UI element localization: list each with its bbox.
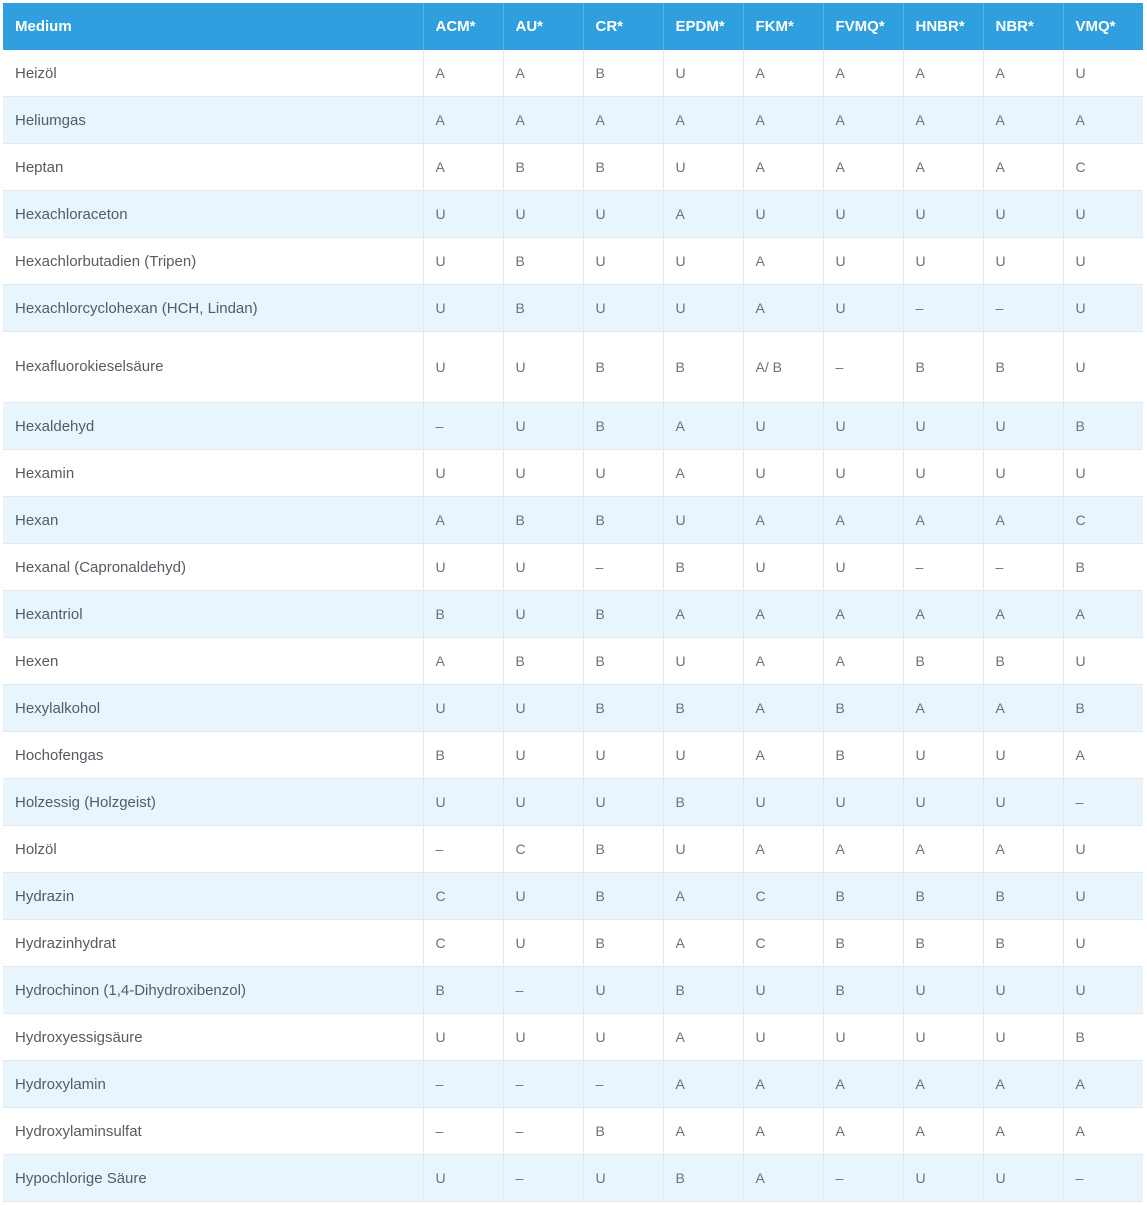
- rating-cell: B: [503, 238, 583, 285]
- rating-cell: U: [503, 779, 583, 826]
- rating-cell: B: [983, 873, 1063, 920]
- medium-name-cell: Heizöl: [3, 50, 423, 97]
- rating-cell: U: [983, 732, 1063, 779]
- table-row: [3, 685, 1143, 732]
- rating-cell: U: [503, 685, 583, 732]
- header-vmq: VMQ*: [1063, 3, 1143, 50]
- rating-cell: C: [743, 920, 823, 967]
- rating-cell: U: [423, 285, 503, 332]
- rating-cell: A: [743, 591, 823, 638]
- rating-cell: U: [423, 779, 503, 826]
- rating-cell: A: [983, 497, 1063, 544]
- rating-cell: U: [903, 779, 983, 826]
- rating-cell: A: [1063, 591, 1143, 638]
- rating-cell: A: [663, 403, 743, 450]
- rating-cell: U: [423, 1155, 503, 1202]
- rating-cell: –: [423, 403, 503, 450]
- rating-cell: U: [903, 191, 983, 238]
- rating-cell: U: [423, 685, 503, 732]
- rating-cell: U: [503, 591, 583, 638]
- rating-cell: –: [423, 826, 503, 873]
- rating-cell: U: [583, 1014, 663, 1061]
- rating-cell: U: [903, 967, 983, 1014]
- rating-cell: B: [423, 732, 503, 779]
- rating-cell: C: [743, 873, 823, 920]
- rating-cell: A: [743, 685, 823, 732]
- rating-cell: U: [503, 873, 583, 920]
- rating-cell: U: [823, 191, 903, 238]
- rating-cell: U: [503, 191, 583, 238]
- rating-cell: B: [663, 779, 743, 826]
- rating-cell: B: [1063, 544, 1143, 591]
- header-medium: Medium: [3, 3, 423, 50]
- rating-cell: A: [663, 450, 743, 497]
- rating-cell: U: [983, 779, 1063, 826]
- rating-cell: B: [903, 873, 983, 920]
- rating-cell: A: [983, 50, 1063, 97]
- rating-cell: A: [743, 97, 823, 144]
- rating-cell: C: [423, 920, 503, 967]
- rating-cell: B: [503, 638, 583, 685]
- rating-cell: U: [423, 450, 503, 497]
- rating-cell: A: [663, 97, 743, 144]
- rating-cell: A: [983, 591, 1063, 638]
- rating-cell: U: [903, 732, 983, 779]
- rating-cell: U: [903, 450, 983, 497]
- table-row: [3, 544, 1143, 591]
- medium-name-cell: Hydroxylamin: [3, 1061, 423, 1108]
- rating-cell: A: [903, 1061, 983, 1108]
- medium-name-cell: Hexaldehyd: [3, 403, 423, 450]
- table-row: [3, 97, 1143, 144]
- rating-cell: U: [983, 403, 1063, 450]
- rating-cell: A: [983, 826, 1063, 873]
- rating-cell: U: [583, 1155, 663, 1202]
- rating-cell: A: [983, 685, 1063, 732]
- header-fvmq: FVMQ*: [823, 3, 903, 50]
- table-row: [3, 967, 1143, 1014]
- table-row: [3, 591, 1143, 638]
- rating-cell: U: [583, 450, 663, 497]
- rating-cell: A: [903, 97, 983, 144]
- rating-cell: A: [823, 497, 903, 544]
- rating-cell: U: [823, 285, 903, 332]
- medium-name-cell: Hexachlorbutadien (Tripen): [3, 238, 423, 285]
- rating-cell: U: [663, 732, 743, 779]
- rating-cell: U: [743, 450, 823, 497]
- rating-cell: U: [1063, 191, 1143, 238]
- rating-cell: B: [823, 873, 903, 920]
- rating-cell: A: [983, 144, 1063, 191]
- rating-cell: B: [823, 967, 903, 1014]
- rating-cell: B: [903, 638, 983, 685]
- rating-cell: U: [503, 332, 583, 403]
- rating-cell: U: [583, 191, 663, 238]
- rating-cell: B: [503, 497, 583, 544]
- rating-cell: –: [983, 544, 1063, 591]
- header-hnbr: HNBR*: [903, 3, 983, 50]
- rating-cell: B: [583, 920, 663, 967]
- medium-name-cell: Holzöl: [3, 826, 423, 873]
- rating-cell: A: [903, 497, 983, 544]
- header-epdm: EPDM*: [663, 3, 743, 50]
- header-cr: CR*: [583, 3, 663, 50]
- medium-name-cell: Holzessig (Holzgeist): [3, 779, 423, 826]
- rating-cell: –: [903, 544, 983, 591]
- rating-cell: U: [663, 285, 743, 332]
- rating-cell: A: [743, 1155, 823, 1202]
- rating-cell: U: [983, 1155, 1063, 1202]
- rating-cell: A: [423, 50, 503, 97]
- rating-cell: U: [1063, 967, 1143, 1014]
- table-row: [3, 144, 1143, 191]
- rating-cell: A: [823, 638, 903, 685]
- table-row: [3, 403, 1143, 450]
- table-row: [3, 873, 1143, 920]
- rating-cell: U: [583, 238, 663, 285]
- rating-cell: B: [583, 873, 663, 920]
- rating-cell: B: [1063, 1014, 1143, 1061]
- rating-cell: A: [743, 826, 823, 873]
- rating-cell: U: [1063, 285, 1143, 332]
- rating-cell: U: [983, 967, 1063, 1014]
- medium-name-cell: Hexamin: [3, 450, 423, 497]
- rating-cell: U: [583, 732, 663, 779]
- rating-cell: B: [583, 638, 663, 685]
- rating-cell: C: [503, 826, 583, 873]
- table-row: [3, 779, 1143, 826]
- rating-cell: A: [743, 1108, 823, 1155]
- table-row: [3, 285, 1143, 332]
- rating-cell: A: [663, 920, 743, 967]
- rating-cell: U: [743, 967, 823, 1014]
- medium-name-cell: Hexafluorokieselsäure: [3, 332, 423, 403]
- rating-cell: B: [823, 685, 903, 732]
- rating-cell: B: [583, 1108, 663, 1155]
- table-row: [3, 191, 1143, 238]
- rating-cell: U: [583, 779, 663, 826]
- rating-cell: –: [423, 1108, 503, 1155]
- rating-cell: A: [663, 873, 743, 920]
- rating-cell: B: [663, 685, 743, 732]
- rating-cell: U: [583, 285, 663, 332]
- rating-cell: U: [823, 544, 903, 591]
- rating-cell: A: [743, 638, 823, 685]
- table-row: [3, 450, 1143, 497]
- rating-cell: U: [903, 1155, 983, 1202]
- rating-cell: A: [743, 497, 823, 544]
- rating-cell: B: [583, 826, 663, 873]
- rating-cell: U: [983, 1014, 1063, 1061]
- table-row: [3, 497, 1143, 544]
- rating-cell: –: [503, 967, 583, 1014]
- table-row: [3, 1108, 1143, 1155]
- rating-cell: U: [823, 1014, 903, 1061]
- rating-cell: A: [423, 497, 503, 544]
- rating-cell: U: [903, 1014, 983, 1061]
- rating-cell: A: [743, 144, 823, 191]
- rating-cell: A: [423, 638, 503, 685]
- rating-cell: A: [743, 1061, 823, 1108]
- table-row: [3, 50, 1143, 97]
- rating-cell: U: [503, 1014, 583, 1061]
- rating-cell: A: [823, 144, 903, 191]
- rating-cell: B: [583, 591, 663, 638]
- rating-cell: A/ B: [743, 332, 823, 403]
- medium-name-cell: Hydrochinon (1,4-Dihydroxibenzol): [3, 967, 423, 1014]
- rating-cell: U: [583, 967, 663, 1014]
- chemical-resistance-table: [3, 3, 1143, 1202]
- rating-cell: A: [583, 97, 663, 144]
- header-au: AU*: [503, 3, 583, 50]
- rating-cell: B: [503, 285, 583, 332]
- medium-name-cell: Hypochlorige Säure: [3, 1155, 423, 1202]
- rating-cell: A: [743, 50, 823, 97]
- rating-cell: B: [583, 497, 663, 544]
- rating-cell: A: [663, 591, 743, 638]
- rating-cell: U: [983, 238, 1063, 285]
- table-row: [3, 238, 1143, 285]
- rating-cell: A: [903, 1108, 983, 1155]
- rating-cell: B: [983, 332, 1063, 403]
- rating-cell: –: [503, 1155, 583, 1202]
- rating-cell: U: [1063, 50, 1143, 97]
- table-row: [3, 920, 1143, 967]
- rating-cell: U: [423, 191, 503, 238]
- rating-cell: B: [663, 544, 743, 591]
- rating-cell: A: [823, 826, 903, 873]
- rating-cell: –: [823, 1155, 903, 1202]
- rating-cell: –: [823, 332, 903, 403]
- rating-cell: B: [823, 732, 903, 779]
- rating-cell: U: [823, 450, 903, 497]
- table-row: [3, 1014, 1143, 1061]
- rating-cell: U: [983, 450, 1063, 497]
- table-row: [3, 638, 1143, 685]
- rating-cell: A: [1063, 97, 1143, 144]
- rating-cell: –: [1063, 1155, 1143, 1202]
- rating-cell: U: [663, 238, 743, 285]
- rating-cell: B: [583, 144, 663, 191]
- rating-cell: C: [1063, 497, 1143, 544]
- rating-cell: B: [903, 920, 983, 967]
- rating-cell: A: [1063, 1108, 1143, 1155]
- rating-cell: A: [663, 1014, 743, 1061]
- rating-cell: B: [583, 50, 663, 97]
- medium-name-cell: Hydroxylaminsulfat: [3, 1108, 423, 1155]
- rating-cell: U: [1063, 638, 1143, 685]
- table-body: [3, 50, 1143, 1202]
- rating-cell: U: [903, 403, 983, 450]
- rating-cell: U: [823, 779, 903, 826]
- rating-cell: U: [503, 920, 583, 967]
- rating-cell: A: [823, 97, 903, 144]
- header-fkm: FKM*: [743, 3, 823, 50]
- rating-cell: A: [503, 97, 583, 144]
- medium-name-cell: Hochofengas: [3, 732, 423, 779]
- medium-name-cell: Heliumgas: [3, 97, 423, 144]
- medium-name-cell: Hydrazinhydrat: [3, 920, 423, 967]
- rating-cell: B: [1063, 685, 1143, 732]
- rating-cell: B: [903, 332, 983, 403]
- rating-cell: A: [823, 591, 903, 638]
- rating-cell: B: [423, 591, 503, 638]
- rating-cell: U: [743, 191, 823, 238]
- rating-cell: B: [983, 638, 1063, 685]
- rating-cell: U: [1063, 332, 1143, 403]
- rating-cell: U: [423, 1014, 503, 1061]
- rating-cell: A: [743, 732, 823, 779]
- rating-cell: U: [743, 403, 823, 450]
- rating-cell: A: [423, 97, 503, 144]
- rating-cell: B: [583, 403, 663, 450]
- rating-cell: B: [423, 967, 503, 1014]
- rating-cell: –: [583, 544, 663, 591]
- rating-cell: U: [503, 403, 583, 450]
- table-row: [3, 1155, 1143, 1202]
- table-row: [3, 732, 1143, 779]
- rating-cell: –: [503, 1061, 583, 1108]
- rating-cell: A: [823, 1061, 903, 1108]
- rating-cell: A: [663, 191, 743, 238]
- rating-cell: B: [663, 332, 743, 403]
- header-nbr: NBR*: [983, 3, 1063, 50]
- rating-cell: U: [743, 1014, 823, 1061]
- rating-cell: B: [823, 920, 903, 967]
- rating-cell: A: [823, 50, 903, 97]
- rating-cell: A: [983, 97, 1063, 144]
- medium-name-cell: Hexachlorcyclohexan (HCH, Lindan): [3, 285, 423, 332]
- medium-name-cell: Hexen: [3, 638, 423, 685]
- rating-cell: A: [903, 826, 983, 873]
- rating-cell: U: [903, 238, 983, 285]
- rating-cell: U: [663, 144, 743, 191]
- medium-name-cell: Hexan: [3, 497, 423, 544]
- rating-cell: U: [663, 497, 743, 544]
- rating-cell: U: [503, 450, 583, 497]
- rating-cell: A: [1063, 732, 1143, 779]
- rating-cell: C: [423, 873, 503, 920]
- rating-cell: U: [1063, 826, 1143, 873]
- rating-cell: –: [503, 1108, 583, 1155]
- rating-cell: U: [1063, 450, 1143, 497]
- rating-cell: A: [743, 285, 823, 332]
- medium-name-cell: Hexantriol: [3, 591, 423, 638]
- rating-cell: –: [983, 285, 1063, 332]
- rating-cell: U: [663, 638, 743, 685]
- medium-name-cell: Hexachloraceton: [3, 191, 423, 238]
- medium-name-cell: Hexylalkohol: [3, 685, 423, 732]
- rating-cell: U: [823, 403, 903, 450]
- rating-cell: U: [823, 238, 903, 285]
- rating-cell: U: [743, 779, 823, 826]
- rating-cell: A: [903, 144, 983, 191]
- rating-cell: A: [903, 50, 983, 97]
- rating-cell: B: [1063, 403, 1143, 450]
- rating-cell: B: [583, 685, 663, 732]
- header-acm: ACM*: [423, 3, 503, 50]
- rating-cell: U: [1063, 238, 1143, 285]
- rating-cell: B: [663, 967, 743, 1014]
- rating-cell: U: [423, 238, 503, 285]
- table-row: [3, 332, 1143, 403]
- medium-name-cell: Hexanal (Capronaldehyd): [3, 544, 423, 591]
- rating-cell: –: [423, 1061, 503, 1108]
- resistance-table-container: [3, 3, 1143, 1202]
- table-header: [3, 3, 1143, 50]
- rating-cell: U: [423, 544, 503, 591]
- rating-cell: B: [583, 332, 663, 403]
- rating-cell: A: [663, 1061, 743, 1108]
- rating-cell: U: [503, 544, 583, 591]
- rating-cell: –: [1063, 779, 1143, 826]
- rating-cell: A: [1063, 1061, 1143, 1108]
- rating-cell: U: [983, 191, 1063, 238]
- header-row: [3, 3, 1143, 50]
- rating-cell: A: [903, 685, 983, 732]
- rating-cell: –: [583, 1061, 663, 1108]
- rating-cell: U: [1063, 873, 1143, 920]
- rating-cell: U: [743, 544, 823, 591]
- rating-cell: A: [743, 238, 823, 285]
- rating-cell: A: [423, 144, 503, 191]
- rating-cell: –: [903, 285, 983, 332]
- rating-cell: B: [503, 144, 583, 191]
- rating-cell: U: [423, 332, 503, 403]
- rating-cell: B: [983, 920, 1063, 967]
- rating-cell: B: [663, 1155, 743, 1202]
- medium-name-cell: Hydrazin: [3, 873, 423, 920]
- table-row: [3, 826, 1143, 873]
- rating-cell: A: [823, 1108, 903, 1155]
- rating-cell: A: [983, 1061, 1063, 1108]
- medium-name-cell: Heptan: [3, 144, 423, 191]
- rating-cell: U: [663, 50, 743, 97]
- rating-cell: A: [663, 1108, 743, 1155]
- rating-cell: A: [503, 50, 583, 97]
- table-row: [3, 1061, 1143, 1108]
- rating-cell: C: [1063, 144, 1143, 191]
- medium-name-cell: Hydroxyessigsäure: [3, 1014, 423, 1061]
- rating-cell: U: [503, 732, 583, 779]
- rating-cell: U: [1063, 920, 1143, 967]
- rating-cell: U: [663, 826, 743, 873]
- rating-cell: A: [983, 1108, 1063, 1155]
- rating-cell: A: [903, 591, 983, 638]
